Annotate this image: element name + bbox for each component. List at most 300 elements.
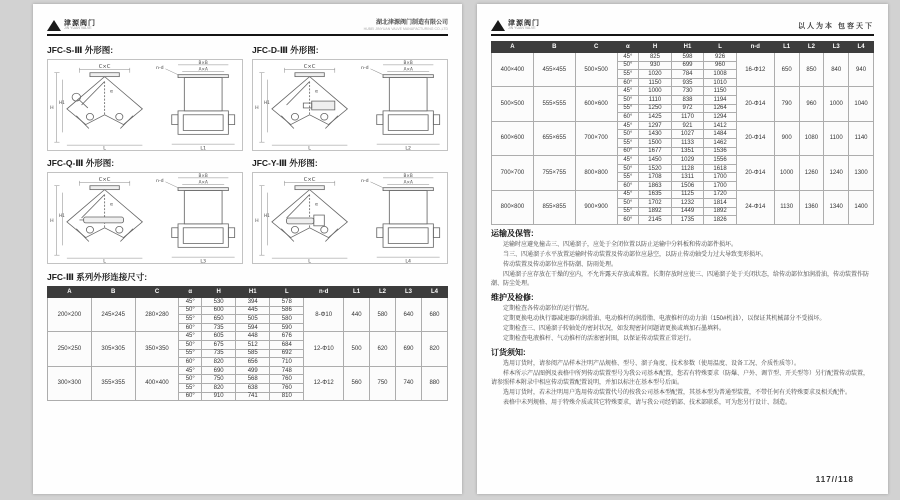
cell-c: 350×350 bbox=[135, 332, 179, 366]
logo-name: 津源阀门 bbox=[64, 20, 96, 28]
column-header: H bbox=[639, 42, 672, 53]
paragraph: 选用订货时，若未注明用户选用传动装置代号的按我公司基本型配置，其基本型为普通型装置，不带任何有关特殊要求及相关配件。 bbox=[503, 389, 852, 396]
table-cell: 1708 bbox=[639, 173, 672, 182]
dimension-table bbox=[491, 41, 874, 225]
table-cell: 1702 bbox=[639, 199, 672, 208]
drawing-card-jfc-y bbox=[252, 153, 448, 264]
column-header: α bbox=[179, 287, 202, 298]
cell-nd: 20-Φ14 bbox=[736, 156, 774, 190]
cell-l4: 1400 bbox=[849, 190, 874, 224]
section-paragraphs bbox=[491, 241, 874, 289]
svg-text:A×A: A×A bbox=[403, 179, 413, 185]
cell-c: 400×400 bbox=[135, 366, 179, 400]
svg-text:A×A: A×A bbox=[198, 179, 208, 185]
svg-text:H: H bbox=[50, 106, 54, 111]
triangle-logo-icon bbox=[491, 20, 505, 31]
triangle-logo-icon bbox=[47, 20, 61, 31]
table-cell: 50° bbox=[179, 340, 202, 349]
cell-l2: 850 bbox=[799, 53, 824, 87]
svg-text:α: α bbox=[314, 89, 318, 95]
cell-l3: 1100 bbox=[824, 121, 849, 155]
cell-l2: 1260 bbox=[799, 156, 824, 190]
table-cell: 750 bbox=[202, 375, 236, 384]
paragraph: 当三、四通溜子水平放置运输时传动装置及传动部位应悬空，以防止传动轴受力过大导致变形损坏。 bbox=[503, 251, 768, 258]
table-cell: 1020 bbox=[639, 70, 672, 79]
table-cell: 50° bbox=[617, 95, 639, 104]
cell-nd: 12-Φ10 bbox=[304, 332, 344, 366]
table-cell: 45° bbox=[179, 332, 202, 341]
page-header bbox=[491, 12, 874, 36]
table-cell: 55° bbox=[617, 173, 639, 182]
table-cell: 1232 bbox=[671, 199, 704, 208]
table-cell: 1618 bbox=[704, 164, 737, 173]
table-cell: 60° bbox=[179, 323, 202, 332]
section-heading: 维护及检修: bbox=[491, 292, 534, 302]
cell-b: 855×855 bbox=[533, 190, 575, 224]
cell-nd: 20-Φ14 bbox=[736, 121, 774, 155]
cell-l1: 440 bbox=[344, 298, 370, 332]
table-cell: 2145 bbox=[639, 216, 672, 225]
cell-nd: 20-Φ14 bbox=[736, 87, 774, 121]
table-cell: 578 bbox=[270, 298, 304, 307]
table-cell: 690 bbox=[202, 366, 236, 375]
table-cell: 760 bbox=[270, 375, 304, 384]
cell-l3: 1340 bbox=[824, 190, 849, 224]
table-cell: 1351 bbox=[671, 147, 704, 156]
cell-c: 280×280 bbox=[135, 298, 179, 332]
table-cell: 675 bbox=[202, 340, 236, 349]
logo-subtext: JIN YUAN VALVE bbox=[64, 26, 92, 31]
cell-nd: 8-Φ10 bbox=[304, 298, 344, 332]
table-row bbox=[492, 190, 874, 199]
cell-a: 500×500 bbox=[492, 87, 534, 121]
table-row bbox=[48, 366, 448, 375]
drawing-card-jfc-q bbox=[47, 153, 243, 264]
cell-l4: 880 bbox=[421, 366, 447, 400]
cell-b: 245×245 bbox=[91, 298, 135, 332]
table-cell: 1029 bbox=[671, 156, 704, 165]
svg-text:L: L bbox=[308, 259, 311, 263]
svg-text:A×A: A×A bbox=[403, 66, 413, 72]
table-row bbox=[492, 121, 874, 130]
column-header: B bbox=[533, 42, 575, 53]
svg-text:n-d: n-d bbox=[156, 65, 164, 71]
table-cell: 60° bbox=[617, 78, 639, 87]
drawing-jfc-y bbox=[252, 172, 448, 264]
dimension-table-right bbox=[491, 41, 874, 225]
table-cell: 45° bbox=[179, 298, 202, 307]
table-cell: 1297 bbox=[639, 121, 672, 130]
table-cell: 1294 bbox=[704, 113, 737, 122]
table-cell: 1133 bbox=[671, 138, 704, 147]
svg-text:H1: H1 bbox=[59, 100, 65, 105]
brand-logo bbox=[47, 20, 96, 31]
column-header: L1 bbox=[774, 42, 799, 53]
table-cell: 710 bbox=[270, 358, 304, 367]
column-header: L bbox=[270, 287, 304, 298]
svg-text:C×C: C×C bbox=[98, 63, 111, 70]
table-cell: 1536 bbox=[704, 147, 737, 156]
logo-subtext: JIN YUAN VALVE bbox=[508, 26, 536, 31]
svg-text:L4: L4 bbox=[405, 259, 412, 263]
table-cell: 1000 bbox=[639, 87, 672, 96]
drawing-title: JFC-S-Ⅲ 外形图: bbox=[47, 45, 114, 55]
table-cell: 1506 bbox=[671, 181, 704, 190]
svg-text:B×B: B×B bbox=[198, 173, 208, 178]
table-cell: 1311 bbox=[671, 173, 704, 182]
table-cell: 594 bbox=[236, 323, 270, 332]
cell-a: 700×700 bbox=[492, 156, 534, 190]
table-cell: 45° bbox=[617, 121, 639, 130]
table-row bbox=[492, 156, 874, 165]
table-cell: 50° bbox=[617, 130, 639, 139]
table-cell: 1892 bbox=[704, 207, 737, 216]
paragraph: 传动装置及传动部位应作防潮、防雨处理。 bbox=[503, 261, 618, 268]
table-cell: 684 bbox=[270, 340, 304, 349]
table-cell: 50° bbox=[179, 375, 202, 384]
drawing-jfc-s bbox=[47, 59, 243, 151]
cell-b: 555×555 bbox=[533, 87, 575, 121]
cell-a: 300×300 bbox=[48, 366, 92, 400]
cell-l4: 1040 bbox=[849, 87, 874, 121]
column-header: L4 bbox=[849, 42, 874, 53]
svg-text:H1: H1 bbox=[264, 213, 270, 218]
table-cell: 1700 bbox=[704, 181, 737, 190]
table-cell: 50° bbox=[617, 61, 639, 70]
svg-text:H1: H1 bbox=[59, 213, 65, 218]
column-header: L2 bbox=[370, 287, 396, 298]
column-header: B bbox=[91, 287, 135, 298]
dimension-table-title: JFC-Ⅲ 系列外形连接尺寸: bbox=[47, 272, 148, 282]
table-cell: 1450 bbox=[639, 156, 672, 165]
table-cell: 590 bbox=[270, 323, 304, 332]
logo-name: 津源阀门 bbox=[508, 20, 540, 28]
column-header: H1 bbox=[236, 287, 270, 298]
cell-l3: 740 bbox=[395, 366, 421, 400]
table-cell: 1462 bbox=[704, 138, 737, 147]
table-cell: 60° bbox=[617, 216, 639, 225]
table-cell: 699 bbox=[671, 61, 704, 70]
cell-b: 655×655 bbox=[533, 121, 575, 155]
table-cell: 810 bbox=[270, 392, 304, 401]
company-name: 湖北津源阀门制造有限公司 bbox=[375, 19, 448, 26]
cell-l2: 960 bbox=[799, 87, 824, 121]
table-cell: 448 bbox=[236, 332, 270, 341]
table-cell: 972 bbox=[671, 104, 704, 113]
cell-l1: 790 bbox=[774, 87, 799, 121]
table-cell: 45° bbox=[617, 156, 639, 165]
table-cell: 598 bbox=[671, 53, 704, 62]
table-cell: 45° bbox=[179, 366, 202, 375]
column-header: C bbox=[575, 42, 617, 53]
table-cell: 1720 bbox=[704, 190, 737, 199]
table-cell: 55° bbox=[179, 315, 202, 324]
column-header: n-d bbox=[736, 42, 774, 53]
company-name-en: HUBEI JINYUAN VALVE MANUFACTURING CO.,LTD bbox=[363, 26, 448, 31]
column-header: L2 bbox=[799, 42, 824, 53]
table-cell: 1635 bbox=[639, 190, 672, 199]
svg-text:L: L bbox=[103, 146, 106, 150]
page-right bbox=[477, 4, 888, 494]
table-cell: 568 bbox=[236, 375, 270, 384]
table-cell: 741 bbox=[236, 392, 270, 401]
table-cell: 530 bbox=[202, 298, 236, 307]
column-header: L bbox=[704, 42, 737, 53]
paragraph: 运输时应避免撞击三、四通溜子，应处于全闭位置以防止运输中分料板和传动部件损坏。 bbox=[503, 241, 738, 248]
table-cell: 45° bbox=[617, 190, 639, 199]
outline-drawing-svg bbox=[48, 173, 242, 263]
column-header: L3 bbox=[824, 42, 849, 53]
dimension-table-left bbox=[47, 286, 448, 401]
svg-text:H1: H1 bbox=[264, 100, 270, 105]
table-cell: 1814 bbox=[704, 199, 737, 208]
paragraph: 样本所示产品图例及表格中所列传动装置型号为我公司基本配置，您若有特殊要求（防爆、户外、调节型、开关型等）另行配置传动装置，请参照样本附录中相应传动装置配置说明，并加以标注在基本型号后面。 bbox=[491, 370, 870, 386]
column-header: A bbox=[48, 287, 92, 298]
cell-c: 700×700 bbox=[575, 121, 617, 155]
table-cell: 1425 bbox=[639, 113, 672, 122]
table-cell: 1449 bbox=[671, 207, 704, 216]
table-cell: 1250 bbox=[639, 104, 672, 113]
cell-c: 600×600 bbox=[575, 87, 617, 121]
section-transport bbox=[491, 228, 874, 289]
paragraph: 定期更换电动执行器减速器的润滑油、电动推杆的润滑脂、电液推杆的动力油（150#机油），以保证其机械部分不受损坏。 bbox=[503, 315, 826, 322]
table-cell: 656 bbox=[236, 358, 270, 367]
table-row bbox=[492, 87, 874, 96]
column-header: L4 bbox=[421, 287, 447, 298]
cell-c: 500×500 bbox=[575, 53, 617, 87]
svg-text:B×B: B×B bbox=[403, 173, 413, 178]
cell-c: 900×900 bbox=[575, 190, 617, 224]
section-heading: 运输及保管: bbox=[491, 228, 534, 238]
table-cell: 1170 bbox=[671, 113, 704, 122]
column-header: A bbox=[492, 42, 534, 53]
table-cell: 1150 bbox=[704, 87, 737, 96]
section-heading: 订货须知: bbox=[491, 347, 526, 357]
page-left bbox=[33, 4, 462, 494]
table-cell: 55° bbox=[179, 349, 202, 358]
table-cell: 50° bbox=[179, 306, 202, 315]
cell-l1: 1000 bbox=[774, 156, 799, 190]
table-cell: 838 bbox=[671, 95, 704, 104]
cell-a: 800×800 bbox=[492, 190, 534, 224]
paragraph: 定期检查三、四通溜子转轴处的密封状况，如发现密封问题请更换或填加石墨填料。 bbox=[503, 325, 726, 332]
svg-text:L: L bbox=[103, 259, 106, 263]
drawing-jfc-d bbox=[252, 59, 448, 151]
paragraph: 表格中未列规格、用于特殊介质或其它特殊要求，请与我公司经销部、技术部联系，可为您另行设计、制造。 bbox=[503, 399, 792, 406]
table-cell: 1027 bbox=[671, 130, 704, 139]
table-cell: 60° bbox=[179, 358, 202, 367]
svg-text:α: α bbox=[314, 202, 318, 208]
svg-text:α: α bbox=[109, 89, 113, 95]
table-cell: 910 bbox=[202, 392, 236, 401]
cell-c: 800×800 bbox=[575, 156, 617, 190]
cell-b: 305×305 bbox=[91, 332, 135, 366]
table-row bbox=[492, 53, 874, 62]
table-cell: 1863 bbox=[639, 181, 672, 190]
table-cell: 55° bbox=[617, 138, 639, 147]
drawing-jfc-q bbox=[47, 172, 243, 264]
svg-text:L2: L2 bbox=[405, 146, 412, 150]
table-cell: 960 bbox=[704, 61, 737, 70]
outline-drawing-svg bbox=[253, 60, 447, 150]
table-cell: 499 bbox=[236, 366, 270, 375]
table-cell: 1264 bbox=[704, 104, 737, 113]
table-cell: 505 bbox=[236, 315, 270, 324]
drawing-title: JFC-D-Ⅲ 外形图: bbox=[252, 45, 319, 55]
section-paragraphs bbox=[491, 305, 874, 344]
table-cell: 1700 bbox=[704, 173, 737, 182]
svg-text:n-d: n-d bbox=[361, 178, 369, 184]
outline-drawing-svg bbox=[253, 173, 447, 263]
table-cell: 1008 bbox=[704, 70, 737, 79]
cell-nd: 24-Φ14 bbox=[736, 190, 774, 224]
table-cell: 784 bbox=[671, 70, 704, 79]
cell-l1: 560 bbox=[344, 366, 370, 400]
cell-l1: 1130 bbox=[774, 190, 799, 224]
cell-a: 250×250 bbox=[48, 332, 92, 366]
paragraph: 四通溜子应存放在干燥的室内，不允许露天存放或堆置。长期存放时应使三、四通溜子处于关闭状态，给传动部位加润滑油，传动装置作防潮、防尘处理。 bbox=[491, 271, 870, 287]
table-cell: 638 bbox=[236, 383, 270, 392]
table-cell: 820 bbox=[202, 383, 236, 392]
column-header: H1 bbox=[671, 42, 704, 53]
table-cell: 55° bbox=[617, 104, 639, 113]
column-header: α bbox=[617, 42, 639, 53]
cell-l4: 680 bbox=[421, 298, 447, 332]
cell-l4: 820 bbox=[421, 332, 447, 366]
table-cell: 650 bbox=[202, 315, 236, 324]
svg-text:L: L bbox=[308, 146, 311, 150]
table-cell: 60° bbox=[617, 113, 639, 122]
section-maintenance bbox=[491, 292, 874, 344]
table-cell: 1892 bbox=[639, 207, 672, 216]
section-ordering bbox=[491, 347, 874, 408]
table-cell: 1010 bbox=[704, 78, 737, 87]
column-header: C bbox=[135, 287, 179, 298]
cell-l2: 580 bbox=[370, 298, 396, 332]
table-cell: 1735 bbox=[671, 216, 704, 225]
table-cell: 1500 bbox=[639, 138, 672, 147]
table-cell: 55° bbox=[617, 70, 639, 79]
svg-text:H: H bbox=[255, 219, 259, 224]
svg-text:H: H bbox=[255, 106, 259, 111]
table-cell: 1194 bbox=[704, 95, 737, 104]
table-cell: 730 bbox=[671, 87, 704, 96]
svg-text:C×C: C×C bbox=[98, 176, 111, 183]
table-cell: 735 bbox=[202, 349, 236, 358]
svg-text:α: α bbox=[109, 202, 113, 208]
cell-l1: 650 bbox=[774, 53, 799, 87]
table-cell: 926 bbox=[704, 53, 737, 62]
dimension-table bbox=[47, 286, 448, 401]
drawing-card-jfc-d bbox=[252, 40, 448, 151]
paragraph: 定期检查各传动部位的运行情况。 bbox=[503, 305, 594, 312]
table-cell: 394 bbox=[236, 298, 270, 307]
svg-text:B×B: B×B bbox=[198, 60, 208, 65]
drawing-card-jfc-s bbox=[47, 40, 243, 151]
table-cell: 445 bbox=[236, 306, 270, 315]
table-cell: 1430 bbox=[639, 130, 672, 139]
column-header: L3 bbox=[395, 287, 421, 298]
table-cell: 1110 bbox=[639, 95, 672, 104]
table-cell: 60° bbox=[617, 147, 639, 156]
paragraph: 定期检查电液推杆、气动推杆的活塞密封圈，以保证传动装置正常运行。 bbox=[503, 335, 696, 342]
table-cell: 692 bbox=[270, 349, 304, 358]
table-cell: 1125 bbox=[671, 190, 704, 199]
cell-b: 755×755 bbox=[533, 156, 575, 190]
svg-text:C×C: C×C bbox=[303, 176, 316, 183]
table-cell: 60° bbox=[179, 392, 202, 401]
cell-l1: 900 bbox=[774, 121, 799, 155]
svg-text:A×A: A×A bbox=[198, 66, 208, 72]
cell-b: 355×355 bbox=[91, 366, 135, 400]
cell-l3: 690 bbox=[395, 332, 421, 366]
svg-text:n-d: n-d bbox=[156, 178, 164, 184]
cell-b: 455×455 bbox=[533, 53, 575, 87]
table-cell: 760 bbox=[270, 383, 304, 392]
cell-a: 600×600 bbox=[492, 121, 534, 155]
column-header: n-d bbox=[304, 287, 344, 298]
svg-text:L3: L3 bbox=[200, 259, 207, 263]
table-cell: 585 bbox=[236, 349, 270, 358]
paragraph: 选用订货时，请参阅产品样本注明产品规格、型号、溜子角度、技术参数（使用温度、设备工况、介质性质等）。 bbox=[503, 360, 801, 367]
table-row bbox=[48, 298, 448, 307]
table-cell: 45° bbox=[617, 53, 639, 62]
cell-a: 400×400 bbox=[492, 53, 534, 87]
table-cell: 935 bbox=[671, 78, 704, 87]
cell-l4: 1140 bbox=[849, 121, 874, 155]
drawing-title: JFC-Y-Ⅲ 外形图: bbox=[252, 158, 318, 168]
column-header: L1 bbox=[344, 287, 370, 298]
svg-text:C×C: C×C bbox=[303, 63, 316, 70]
cell-l2: 750 bbox=[370, 366, 396, 400]
cell-nd: 16-Φ12 bbox=[736, 53, 774, 87]
slogan: 以人为本 包容天下 bbox=[798, 23, 874, 30]
cell-l3: 840 bbox=[824, 53, 849, 87]
table-cell: 1484 bbox=[704, 130, 737, 139]
table-cell: 1556 bbox=[704, 156, 737, 165]
cell-l4: 1300 bbox=[849, 156, 874, 190]
page-number: 117//118 bbox=[815, 475, 854, 484]
column-header: H bbox=[202, 287, 236, 298]
outline-drawing-svg bbox=[48, 60, 242, 150]
table-cell: 735 bbox=[202, 323, 236, 332]
drawing-grid bbox=[47, 40, 448, 266]
table-cell: 45° bbox=[617, 87, 639, 96]
table-cell: 512 bbox=[236, 340, 270, 349]
svg-text:n-d: n-d bbox=[361, 65, 369, 71]
table-cell: 50° bbox=[617, 199, 639, 208]
drawing-title: JFC-Q-Ⅲ 外形图: bbox=[47, 158, 115, 168]
brand-logo bbox=[491, 20, 540, 31]
table-cell: 1128 bbox=[671, 164, 704, 173]
cell-l3: 640 bbox=[395, 298, 421, 332]
cell-l2: 620 bbox=[370, 332, 396, 366]
table-cell: 1412 bbox=[704, 121, 737, 130]
svg-text:L1: L1 bbox=[200, 146, 207, 150]
table-cell: 60° bbox=[617, 181, 639, 190]
table-cell: 676 bbox=[270, 332, 304, 341]
table-cell: 1520 bbox=[639, 164, 672, 173]
table-cell: 580 bbox=[270, 315, 304, 324]
table-cell: 1677 bbox=[639, 147, 672, 156]
table-cell: 605 bbox=[202, 332, 236, 341]
cell-l3: 1000 bbox=[824, 87, 849, 121]
page-header bbox=[47, 12, 448, 36]
table-cell: 586 bbox=[270, 306, 304, 315]
table-cell: 820 bbox=[202, 358, 236, 367]
cell-l2: 1360 bbox=[799, 190, 824, 224]
section-paragraphs bbox=[491, 360, 874, 408]
